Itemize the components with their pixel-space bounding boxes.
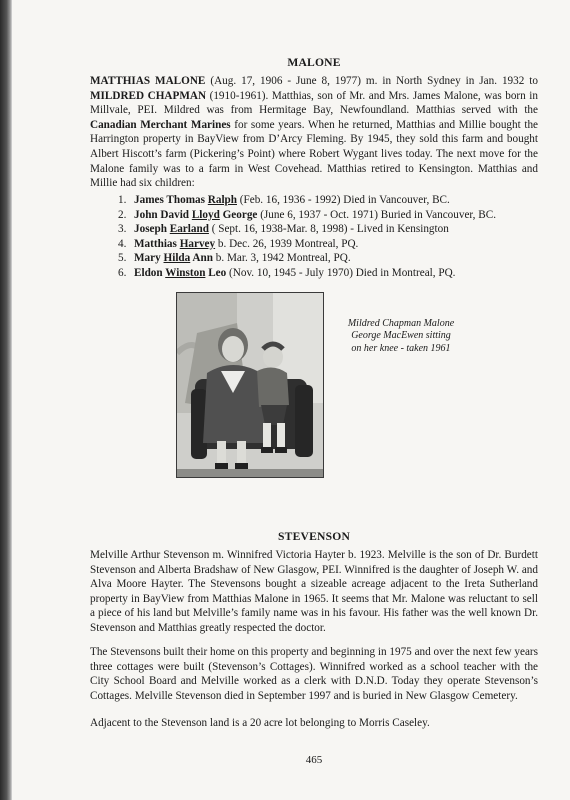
malone-text-2: (1910-1961). Matthias, son of Mr. and Mrs. James Malone, was born in Millvale, PEI. Mildred was from Hermitage Bay, Newfoundland. Matthias served with the: [90, 89, 538, 117]
list-item: 2. John David Lloyd George (June 6, 1937 - Oct. 1971) Buried in Vancouver, BC.: [118, 208, 497, 221]
family-photo: [176, 292, 324, 478]
list-item: 3. Joseph Earland ( Sept. 16, 1938-Mar. 8, 1998) - Lived in Kensington: [118, 223, 449, 236]
name-mildred-chapman: MILDRED CHAPMAN: [90, 89, 207, 102]
malone-paragraph: [90, 74, 538, 191]
book-binding-shadow: [0, 0, 12, 800]
list-item: 5. Mary Hilda Ann b. Mar. 3, 1942 Montreal, PQ.: [118, 252, 351, 265]
stevenson-section-title: STEVENSON: [277, 530, 351, 543]
photo-illustration: [177, 293, 323, 477]
malone-section-title: MALONE: [287, 56, 341, 69]
org-canadian-merchant-marines: Canadian Merchant Marines: [90, 118, 231, 131]
children-list: [118, 193, 496, 281]
list-item: 4. Matthias Harvey b. Dec. 26, 1939 Montreal, PQ.: [118, 237, 359, 250]
list-item: 6. Eldon Winston Leo (Nov. 10, 1945 - July 1970) Died in Montreal, PQ.: [118, 266, 456, 279]
stevenson-paragraph-2: The Stevensons built their home on this property and beginning in 1975 and over the next few years three cottages were built (Stevenson’s Cottages). Winnifred worked as a school teacher with the City School Board and Melville worked as a clerk with D.N.D. Today they operate Stevenson’s Cottages. Melville Stevenson died in September 1997 and is buried in New Glasgow Cemetery.: [90, 646, 538, 702]
stevenson-paragraph-3: Adjacent to the Stevenson land is a 20 acre lot belonging to Morris Caseley.: [90, 717, 430, 729]
malone-text-3: for some years. When he returned, Matthias and Millie bought the Harrington property in BayView from D’Arcy Fleming. By 1945, they sold this farm and bought Albert Hiscott’s farm (Pickering’s Point) where Robert Wygant lives today. The next move for the Malone family was to a farm in West Covehead. Matthias retired to Kensington. Matthias and Millie had six children:: [90, 118, 539, 190]
malone-text-1: (Aug. 17, 1906 - June 8, 1977) m. in North Sydney in Jan. 1932 to: [205, 75, 538, 87]
list-item: 1. James Thomas Ralph (Feb. 16, 1936 - 1992) Died in Vancouver, BC.: [118, 194, 450, 206]
name-matthias-malone: MATTHIAS MALONE: [90, 75, 206, 87]
photo-caption: Mildred Chapman Malone George MacEwen sitting on her knee - taken 1961: [347, 318, 455, 354]
stevenson-paragraph-1: Melville Arthur Stevenson m. Winnifred Victoria Hayter b. 1923. Melville is the son of Dr. Burdett Stevenson and Alberta Bradshaw of New Glasgow, PEI. Winnifred is the daughter of Joseph W. and Alva Moore Hayter. The Stevensons bought a sizeable acreage adjacent to the Ireta Sutherland property in BayView from Matthias Malone in 1965. It seems that Mr. Malone was reluctant to sell a piece of his land but Melville’s family name was in his favour. His father was the well known Dr. Stevenson and Matthias greatly respected the doctor.: [90, 549, 538, 634]
page-number: 465: [305, 754, 323, 766]
